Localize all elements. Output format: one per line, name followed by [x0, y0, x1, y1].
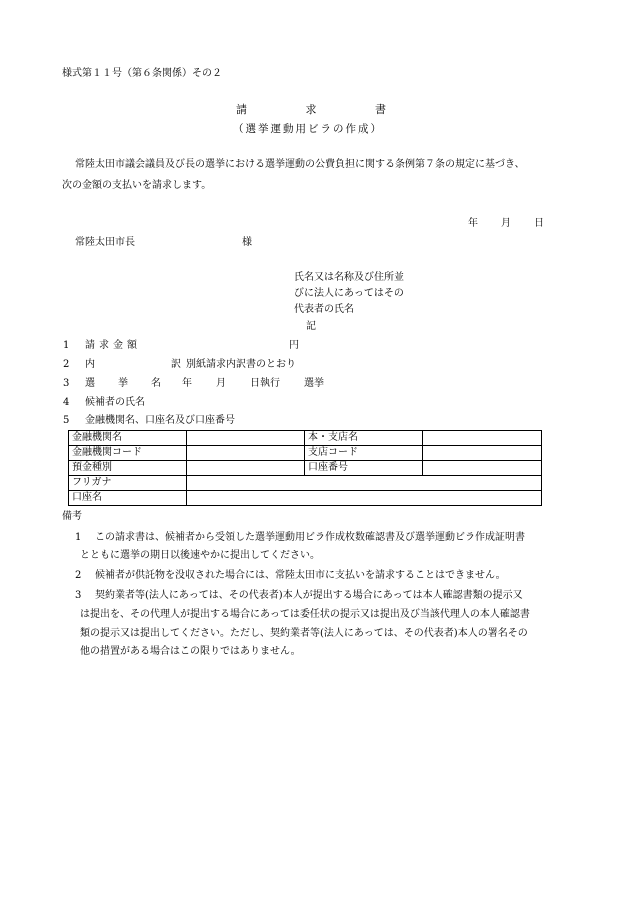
- remark-3-line-3: 類の提示又は提出してください。ただし、契約業者等(法人にあっては、その代表者)本人の署名その: [80, 628, 528, 639]
- item-2-label: [85, 359, 181, 371]
- item-3-label-char: 名: [151, 378, 161, 389]
- title-char: 請: [236, 103, 247, 116]
- item-1-value: 円: [289, 340, 299, 351]
- title-char: 求: [305, 103, 317, 116]
- bank-account-table: [68, 430, 542, 506]
- item-3-year: 年: [182, 378, 192, 389]
- item-2-value: 別紙請求内訳書のとおり: [186, 359, 296, 370]
- item-4-number: 4: [63, 397, 70, 408]
- claimant-label-line-2: びに法人にあってはその: [294, 288, 404, 299]
- table-row: [69, 461, 542, 476]
- branch-name-label: 本・支店名: [305, 431, 423, 446]
- deposit-type-input[interactable]: [187, 461, 305, 476]
- claimant-label-line-1: 氏名又は名称及び住所並: [294, 272, 404, 283]
- item-1-number: 1: [63, 340, 70, 351]
- table-row: [69, 491, 542, 506]
- item-1-label: 請求金額: [85, 340, 141, 351]
- item-2-number: 2: [63, 359, 70, 370]
- form-number: 様式第１１号（第６条関係）その２: [62, 68, 222, 79]
- ki-heading: 記: [306, 321, 316, 332]
- item-2-label-char: 内: [85, 359, 95, 370]
- remark-3-line-1: [75, 590, 523, 602]
- item-3-month: 月: [216, 378, 226, 389]
- honorific: 様: [242, 237, 252, 248]
- institution-code-label: 金融機関コード: [69, 446, 187, 461]
- account-number-label: 口座番号: [305, 461, 423, 476]
- remark-3-line-2: は提出を、その代理人が提出する場合にあっては委任状の提示又は提出及び当該代理人の本人確認書: [80, 609, 530, 620]
- furigana-label: フリガナ: [69, 476, 187, 491]
- account-number-input[interactable]: [423, 461, 542, 476]
- table-row: [69, 431, 542, 446]
- item-5-label: 金融機関名、口座名及び口座番号: [85, 415, 235, 426]
- remark-1-number: 1: [75, 532, 82, 543]
- deposit-type-label: 預金種別: [69, 461, 187, 476]
- item-5-number: 5: [63, 415, 70, 426]
- remark-1-line-2: とともに選挙の期日以後速やかに提出してください。: [80, 550, 320, 561]
- date-month-label: 月: [501, 218, 511, 229]
- furigana-input[interactable]: [187, 476, 542, 491]
- item-3-label-char: 挙: [118, 378, 128, 389]
- remark-2-text: 候補者が供託物を没収された場合には、常陸太田市に支払いを請求することはできません。: [95, 570, 506, 581]
- document-subtitle: （選挙運動用ビラの作成）: [233, 123, 383, 135]
- institution-name-input[interactable]: [187, 431, 305, 446]
- account-name-label: 口座名: [69, 491, 187, 506]
- table-row: [69, 446, 542, 461]
- remark-2-line-1: [75, 570, 506, 582]
- intro-line-1: 常陸太田市議会議員及び長の選挙における選挙運動の公費負担に関する条例第７条の規定に基づき、: [75, 159, 525, 170]
- account-name-input[interactable]: [187, 491, 542, 506]
- remark-1-line-1: [75, 532, 525, 544]
- remark-1-text: この請求書は、候補者から受領した選挙運動用ビラ作成枚数確認書及び選挙運動ビラ作成証明書: [95, 532, 525, 543]
- item-2-label-char: 訳: [171, 359, 181, 370]
- remark-2-number: 2: [75, 570, 82, 581]
- title-char: 書: [375, 103, 386, 116]
- item-4-label: 候補者の氏名: [85, 397, 145, 408]
- institution-code-input[interactable]: [187, 446, 305, 461]
- date-day-label: 日: [534, 218, 544, 229]
- item-3-day: 日執行: [250, 378, 280, 389]
- institution-name-label: 金融機関名: [69, 431, 187, 446]
- intro-line-2: 次の金額の支払いを請求します。: [62, 180, 212, 191]
- remark-3-text: 契約業者等(法人にあっては、その代表者)本人が提出する場合にあっては本人確認書類の提示又: [95, 590, 523, 601]
- branch-name-input[interactable]: [423, 431, 542, 446]
- item-3-value: [182, 378, 324, 390]
- document-title: [236, 103, 386, 116]
- item-3-election: 選挙: [304, 378, 324, 389]
- claimant-label-line-3: 代表者の氏名: [294, 304, 354, 315]
- date-year-label: 年: [468, 218, 478, 229]
- item-3-label: [85, 378, 161, 390]
- remark-3-number: 3: [75, 590, 82, 601]
- item-3-label-char: 選: [85, 378, 95, 389]
- branch-code-label: 支店コード: [305, 446, 423, 461]
- date-field: [468, 218, 544, 230]
- remark-3-line-4: 他の措置がある場合はこの限りではありません。: [80, 646, 301, 657]
- addressee: 常陸太田市長: [75, 237, 135, 248]
- remarks-heading: 備考: [62, 511, 82, 522]
- table-row: [69, 476, 542, 491]
- item-3-number: 3: [63, 378, 70, 389]
- branch-code-input[interactable]: [423, 446, 542, 461]
